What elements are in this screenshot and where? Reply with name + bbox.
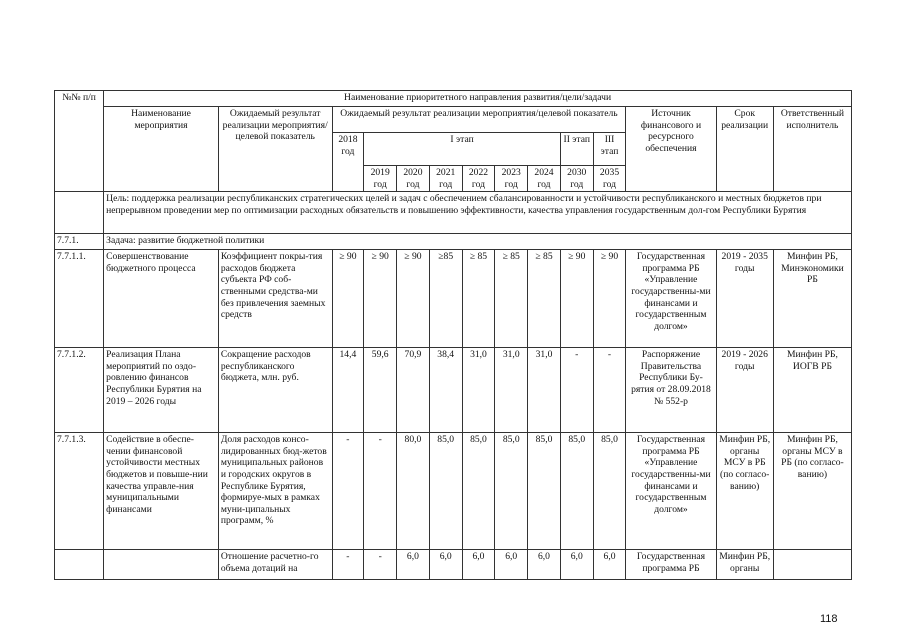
header-priority: Наименование приоритетного направления развития/цели/задачи bbox=[104, 91, 852, 107]
row-value-2018: ≥ 90 bbox=[332, 250, 364, 348]
row-value-2020: 6,0 bbox=[397, 550, 430, 580]
row-value-2022: 6,0 bbox=[462, 550, 495, 580]
row-value-2020: 80,0 bbox=[397, 433, 430, 550]
row-value-2020: ≥ 90 bbox=[397, 250, 430, 348]
row-value-2024: 6,0 bbox=[528, 550, 561, 580]
row-event-name: Реализация Плана мероприятий по оздо-ровлению финансов Республики Бурятия на 2019 – 2026 годы bbox=[104, 348, 219, 433]
table-row bbox=[55, 250, 852, 348]
row-value-2023: 6,0 bbox=[495, 550, 528, 580]
row-term: 2019 - 2035 годы bbox=[716, 250, 773, 348]
row-value-2021: ≥85 bbox=[429, 250, 462, 348]
header-num: №№ п/п bbox=[55, 91, 104, 192]
row-value-2020: 70,9 bbox=[397, 348, 430, 433]
page-number: 118 bbox=[820, 613, 838, 625]
header-year-2019: 2019 год bbox=[364, 166, 397, 192]
header-source: Источник финансового и ресурсного обеспечения bbox=[626, 107, 716, 192]
header-year-2020: 2020 год bbox=[397, 166, 430, 192]
row-value-2022: 85,0 bbox=[462, 433, 495, 550]
row-value-2030: 6,0 bbox=[560, 550, 593, 580]
header-year-2021: 2021 год bbox=[429, 166, 462, 192]
header-stage-2: II этап bbox=[560, 133, 593, 166]
row-value-2030: 85,0 bbox=[560, 433, 593, 550]
row-value-2023: ≥ 85 bbox=[495, 250, 528, 348]
row-responsible: Минфин РБ, органы МСУ в РБ (по согласо-ванию) bbox=[773, 433, 851, 550]
row-value-2019: - bbox=[364, 433, 397, 550]
row-term: Минфин РБ, органы МСУ в РБ (по согласо-ванию) bbox=[716, 433, 773, 550]
row-indicator: Коэффициент покры-тия расходов бюджета субъекта РФ соб-ственными средства-ми без привлечения заемных средств bbox=[218, 250, 332, 348]
goal-num-cell bbox=[55, 192, 104, 234]
header-event-name: Наименование мероприятия bbox=[104, 107, 219, 192]
table-row bbox=[55, 550, 852, 580]
row-responsible bbox=[773, 550, 851, 580]
row-event-name: Совершенствование бюджетного процесса bbox=[104, 250, 219, 348]
header-expected-result: Ожидаемый результат реализации мероприятия/целевой показатель bbox=[218, 107, 332, 192]
row-value-2024: 31,0 bbox=[528, 348, 561, 433]
row-value-2019: 59,6 bbox=[364, 348, 397, 433]
header-year-2024: 2024 год bbox=[528, 166, 561, 192]
row-value-2022: ≥ 85 bbox=[462, 250, 495, 348]
row-value-2022: 31,0 bbox=[462, 348, 495, 433]
row-value-2035: ≥ 90 bbox=[593, 250, 626, 348]
goal-text: Цель: поддержка реализации республиканских стратегических целей и задач с обеспечением сбалансированности и устойчивости республиканского и местных бюджетов при непрерывном проведении мер по оптимизации расходных обязательств и повышению эффективности, качества управления государственным дол-гом Республики Бурятия bbox=[104, 192, 852, 234]
row-value-2019: ≥ 90 bbox=[364, 250, 397, 348]
row-event-name: Содействие в обеспе-чении финансовой устойчивости местных бюджетов и повыше-нии качества управле-ния муниципальными финансами bbox=[104, 433, 219, 550]
row-value-2024: 85,0 bbox=[528, 433, 561, 550]
task-text: Задача: развитие бюджетной политики bbox=[104, 234, 852, 250]
row-value-2030: ≥ 90 bbox=[560, 250, 593, 348]
row-num: 7.7.1.3. bbox=[55, 433, 104, 550]
row-term: Минфин РБ, органы bbox=[716, 550, 773, 580]
row-value-2024: ≥ 85 bbox=[528, 250, 561, 348]
header-year-2018: 2018 год bbox=[332, 133, 364, 192]
row-value-2021: 85,0 bbox=[429, 433, 462, 550]
row-source: Государственная программа РБ «Управление государственны-ми финансами и государственным долгом» bbox=[626, 433, 716, 550]
row-value-2035: - bbox=[593, 348, 626, 433]
row-num: 7.7.1.1. bbox=[55, 250, 104, 348]
row-indicator: Отношение расчетно-го объема дотаций на bbox=[218, 550, 332, 580]
row-responsible: Минфин РБ, ИОГВ РБ bbox=[773, 348, 851, 433]
row-value-2018: - bbox=[332, 433, 364, 550]
row-value-2035: 6,0 bbox=[593, 550, 626, 580]
row-source: Государственная программа РБ «Управление государственны-ми финансами и государственным долгом» bbox=[626, 250, 716, 348]
row-value-2023: 31,0 bbox=[495, 348, 528, 433]
row-value-2035: 85,0 bbox=[593, 433, 626, 550]
header-year-2035: 2035 год bbox=[593, 166, 626, 192]
row-indicator: Доля расходов консо-лидированных бюд-жетов муниципальных районов и городских округов в Республике Бурятия, формируе-мых в рамках муни-ципальных программ, % bbox=[218, 433, 332, 550]
row-value-2023: 85,0 bbox=[495, 433, 528, 550]
row-value-2018: - bbox=[332, 550, 364, 580]
row-source: Государственная программа РБ bbox=[626, 550, 716, 580]
header-stage-3: III этап bbox=[593, 133, 626, 166]
header-responsible: Ответственный исполнитель bbox=[773, 107, 851, 192]
header-year-2030: 2030 год bbox=[560, 166, 593, 192]
row-indicator: Сокращение расходов республиканского бюджета, млн. руб. bbox=[218, 348, 332, 433]
row-num: 7.7.1.2. bbox=[55, 348, 104, 433]
row-num bbox=[55, 550, 104, 580]
header-year-2023: 2023 год bbox=[495, 166, 528, 192]
header-stage-1: I этап bbox=[364, 133, 561, 166]
header-year-2022: 2022 год bbox=[462, 166, 495, 192]
row-value-2021: 38,4 bbox=[429, 348, 462, 433]
row-event-name bbox=[104, 550, 219, 580]
table-row bbox=[55, 348, 852, 433]
row-value-2030: - bbox=[560, 348, 593, 433]
measures-table bbox=[54, 90, 852, 580]
header-term: Срок реализации bbox=[716, 107, 773, 192]
row-source: Распоряжение Правительства Республики Бу-рятия от 28.09.2018 № 552-р bbox=[626, 348, 716, 433]
task-num: 7.7.1. bbox=[55, 234, 104, 250]
row-term: 2019 - 2026 годы bbox=[716, 348, 773, 433]
table-row bbox=[55, 433, 852, 550]
row-value-2019: - bbox=[364, 550, 397, 580]
row-responsible: Минфин РБ, Минэкономики РБ bbox=[773, 250, 851, 348]
header-expected-indicator: Ожидаемый результат реализации мероприятия/целевой показатель bbox=[332, 107, 626, 133]
row-value-2021: 6,0 bbox=[429, 550, 462, 580]
row-value-2018: 14,4 bbox=[332, 348, 364, 433]
